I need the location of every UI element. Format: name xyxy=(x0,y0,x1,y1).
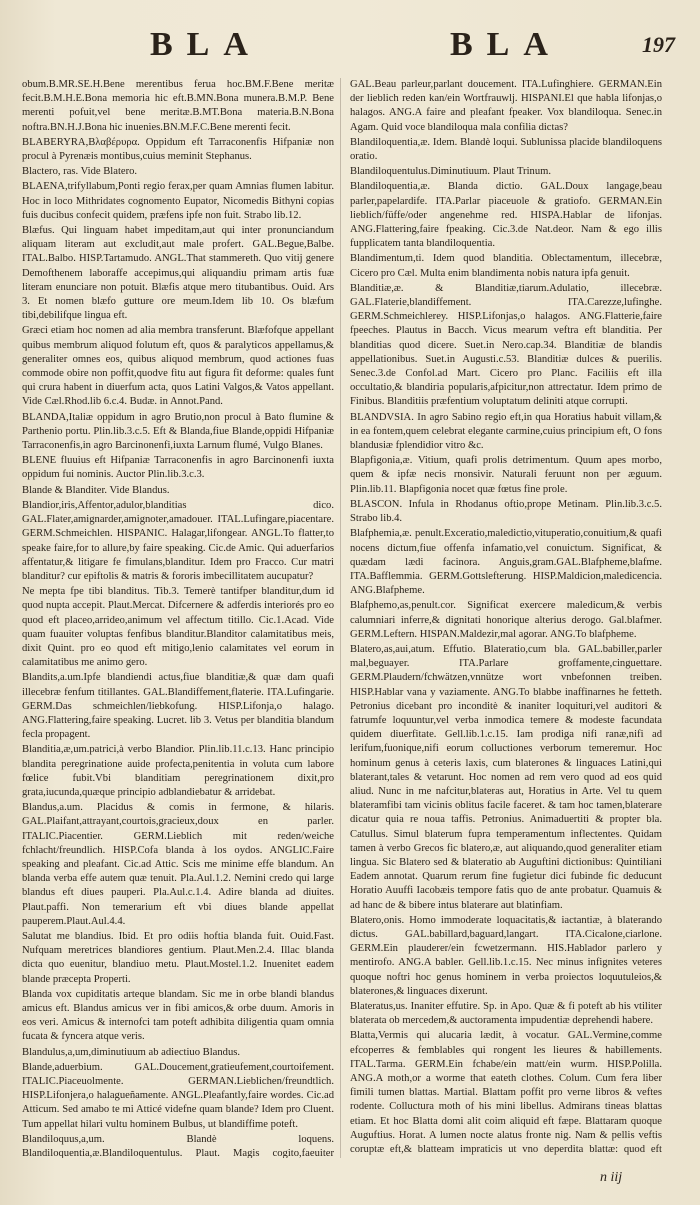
dictionary-entry: BLANDVSIA. In agro Sabino regio eft,in qua Horatius habuit villam,& in ea fontem,quem celebrat elegante carmine,cuius principium eft, O fons blandusiæ fplendidior vitro &c. xyxy=(350,411,662,452)
left-column xyxy=(22,78,334,1158)
dictionary-entry: Blanditiæ,æ. & Blanditiæ,tiarum.Adulatio, illecebræ. GAL.Flaterie,blandiffement. ITA.Carezze,lufinghe. GERM.Schmeichlerey. HISP.Lifonjas,o halagos. ANG.Flatterie,faire fpeeches. Plautus in Bacch. Vicus mearum veftra eft blanditia. Per blanditias quod dicere. Suet.in Nero.cap.34. Blanditiæ de blandis appellationibus. Suet.in Augusti.c.53. Blanditiæ dulces & puerilis. Senec.3.de Confol.ad Mart. Cicero pro Planc. Faciliis eft illa occultatio,& blandiria popularis,afpicitur,non attrectatur. Idem primo de Finibus. Blanditiis præfentium voluptatum deliniti atque corrupti. xyxy=(350,282,662,408)
dictionary-entry: GAL.Beau parleur,parlant doucement. ITA.Lufinghiere. GERMAN.Ein der lieblich reden kan/ein Wortfrauwlj. HISPANI.El que habla lifonjas,o halagos. ANG.A faire and pleafant fpeaker. Vox blandiloqua. Senec.in Agam. Quid voce blandiloqua mala confilia dictas? xyxy=(350,79,662,133)
dictionary-entry: Blatero,as,aui,atum. Effutio. Blateratio,cum bla. GAL.babiller,parler mal,beguayer. ITA.Parlare groffamente,cinguettare. GERM.Plaudern/fchwätzen,vnnütze wort vnbefonnen treiben. HISP.Hablar vana y vaziamente. ANG.To blabbe inaffinarnes he fetteth. Petronius dicebant pro inconditè & inaniter loquituri,vel auditori & fatrumfe loquuntur,vel verba inmodica temere & modeste facundata quidem diuerfitate. Gell.lib.1.c.15. Iam prodiga nifi ranæ,nifi ad lerifum,fuonique,nifi eorum colluctiones verborum temeremur. Hoc hominum genus à ceteris laxis, cum blaterones & linguaces Latini,qui blaterant,tales & vetarunt. Hoc nomen ad rem vero quod ad eos quid aliud. Nunc in me nafcitur,blateras aut, Horatius in Arte. Vel tu quem blateramfibi tam vicinis oblitus facile faceret. & tam hoc tamen,blaterare dicatur quia re noua taffis. Petronius. Animaduertiti & propter bla. Catullus. Simul blaterum fupra temperamentum inflectentes. Quidam tamen à verbo Grecos fic blatero,æ, aut aliquando,quod generaliter etiam lingua. Sic Blatero sed & blateratio ab Auguftini dictionibus: Quintiliani Eadem annotat. Quarum rerum fine fugietur dici fubinde fic deducunt Horatio Auuffi Iacobæis tempore fatis quo de ante probatur. Quamuis & ad hanc de & bibere intus blaterare aut blatinfiam. xyxy=(350,643,662,911)
dictionary-entry: BLENE fluuius eft Hifpaniæ Tarraconenfis in agro Barcinonenfi iuxta oppidum fui nominis. Auctor Plin.lib.3.c.3. xyxy=(22,455,334,481)
dictionary-entry: Blandiloquentia,æ. Blanda dictio. GAL.Doux langage,beau parler,papelardife. ITA.Parlar piaceuole & gratiofo. GERMAN.Ein lieblich/füffe/oder angenehme red. HISPA.Hablar de lifonjas. ANG.Flattering,faire fpeaking. Cic.3.de Nat.deor. Nam & ego illis fupplicatem tanta blandiloquentia. xyxy=(350,181,662,250)
dictionary-entry: Blandus,a.um. Placidus & comis in fermone, & hilaris. GAL.Plaifant,attrayant,courtois,gracieux,doux en parler. ITALIC.Piacentier. GERM.Lieblich mit reden/weiche fchlacht/freundlich. HISP.Cofa blanda à los oydos. ANGLIC.Faire speaking and pleafant. Cic.ad Attic. Scis me minime effe blandum. An blanda verba effe autem quæ tenuit. Pla.Aul.1.2. Nemini credo qui large blandus eft diues pauperi. Pla.Aul.c.1.4. Adire blanda ad diuites. Plaut.paffi. Non temerarium eft vbi diues blande appellat pauperem.Plaut.Aul.4.4. xyxy=(22,802,334,927)
dictionary-entry: Blandimentum,ti. Idem quod blanditia. Oblectamentum, illecebræ, Cicero pro Cæl. Multa enim blandimenta nobis natura ipfa genuit. xyxy=(350,253,662,279)
right-column xyxy=(350,78,662,1158)
dictionary-entry: BLAENA,trifyllabum,Ponti regio ferax,per quam Amnias flumen labitur. Hoc in loco Mithridates cognomento Eupator, Nicomedis Bithyni copias fuis ducibus confecit quidem, præfens ipfe non fuit. Strabo lib.12. xyxy=(22,181,334,221)
dictionary-entry: Blandits,a.um.Ipfe blandiendi actus,fiue blanditiæ,& quæ dam quafi illecebræ fenfum titillantes. GAL.Blandiffement,flaterie. ITA.Lufingarie. GERM.Das schmeichlen/liebkofung. HISP.Lifonja,o halago. ANG.Flattering,faire speaking. Lucret. lib 3. Vetus per blanditia blandum fecla propagent. xyxy=(22,672,334,741)
dictionary-entry: Blande,aduerbium. GAL.Doucement,gratieufement,courtoifement. ITALIC.Piaceuolmente. GERMAN.Lieblichen/freundtlich. HISP.Lifonjera,o halagueñamente. ANGL.Pleafantly,faire wordes. Cic.ad Atticum. Sed amabo te mi Atticé videfne quam blande? Idem pro Cluent. Tum appellat hilari vultu hominem Bulbus, ut blandiffime poteft. xyxy=(22,1061,334,1130)
dictionary-entry: Blafphemo,as,penult.cor. Significat exercere maledicum,& verbis calumniari inferre,& dignitati honorique alterius derogo. Gal.blafmer. GERM.Leftern. HISPAN.Maldezir,mal agorar. ANG.To blafpheme. xyxy=(350,600,662,640)
right-heading: BLA xyxy=(450,26,562,63)
dictionary-entry: BLASCON. Infula in Rhodanus oftio,prope Metinam. Plin.lib.3.c.5. Strabo lib.4. xyxy=(350,498,662,525)
page-number: 197 xyxy=(642,32,675,57)
dictionary-entry: Blandiloquus,a,um. Blandè loquens. Blandiloquentia,æ.Blandiloquentulus. Plaut. Magis cogito,faeuiter xyxy=(22,1133,334,1158)
dictionary-entry: Blanditia,æ,um.patrici,à verbo Blandior. Plin.lib.11.c.13. Hanc principio blandita peregrinatione auide profecta,penitentia in voluta cum labore fœlice fubit.Vbi blanditiam peregrinationem dixit,pro grata,iucunda,quæque principio adblandiebatur & arridebat. xyxy=(22,744,334,798)
dictionary-entry: Blanda vox cupiditatis arteque blandam. Sic me in orbe blandi blandus amicus eft. Blandus amicus ver in fibi amicos,& orbe duum. Amoris in eos veri. Amicus & internofci tam poteft adhibita diligentia quam omnia fucata & fyncera atque veris. xyxy=(22,988,334,1043)
dictionary-entry: Blapfigonia,æ. Vitium, quafi prolis detrimentum. Quum apes morbo, quem & ipfæ necis rnonsivir. Naturali feruunt non per æguum. Plin.lib.11. Blapfigonia nocet quæ fœtus fine prole. xyxy=(350,455,662,495)
dictionary-entry: BLANDA,Italiæ oppidum in agro Brutio,non procul à Bato flumine & Parthenio portu. Plin.lib.3.c.5. Eft & Blanda,fiue Blande,oppidi Hifpaniæ Tarraconenfis,in agro Barcinonenfi,iuxta Larnum flumé, Vulgo Blanes. xyxy=(22,411,334,452)
dictionary-entry: Salutat me blandius. Ibid. Et pro odiis hoftia blanda fuit. Ouid.Fast. Nufquam meretrices blandiores gentium. Plaut.Men.2.4. Illac blanda dicta quo euenitur, blandiuo metu. Plaut.Mostel.1.2. Inuenitet eadem blande præcepta Properti. xyxy=(22,930,334,985)
dictionary-entry: Blactero, ras. Vide Blatero. xyxy=(22,166,138,178)
dictionary-entry: obum.B.MR.SE.H.Bene merentibus ferua hoc.BM.F.Bene meritæ fecit.B.M.H.E.Bona memoria hic eft.B.MN.Bona munera.B.M.P. Bene merenti pofuit,vel bene meritæ.B.MT.Bona materia.B.N.Bona noftra.BN.H.J.Bona hic inuenies.BN.M.F.C.Bene merenti fecit. xyxy=(22,79,334,133)
dictionary-entry: BLABERYRA,Βλαβέρυρα. Oppidum eft Tarraconenfis Hifpaniæ non procul à Pyrenæis montibus,cuius meminit Stephanus. xyxy=(22,136,334,163)
dictionary-entry: Blatero,onis. Homo immoderate loquacitatis,& iactantiæ, à blaterando dictus. GAL.babillard,baguard,langart. ITA.Cicalone,ciarlone. GERM.Ein plauderer/ein fcwetzermann. HIS.Hablador parlero y mentirofo. ANG.A babler. Gell.lib.1.c.15. Nec minus infignites veteres quoque noftri hoc genus hominem in verba proiectos loquutuleios,& blaterones,& linguaces dixerunt. xyxy=(350,914,662,997)
dictionary-entry: Blæfus. Qui linguam habet impeditam,aut qui inter pronunciandum aliquam literam aut excludit,aut male profert. GAL.Begue,Balbe. ITAL.Balbo. HISP.Tartamudo. ANGL.That stammereth. Quo vitij genere Demofthenem laboraffe accepimus,qui aliquandiu primam artis fuæ literam enunciare non potuit. Blæfis atque mero titubantibus. Ouid. Ars 3. Et nomen blæfo gutture ore meum.Idem lib 10. Os blæfum tibi,debilifque lingua eft. xyxy=(22,225,334,322)
signature-mark: n iij xyxy=(600,1170,623,1185)
running-head xyxy=(0,8,700,68)
dictionary-entry: Blateratus,us. Inaniter effutire. Sp. in Apo. Quæ & fi poteft ab his vtiliter blaterata ob mercedem,& auctoramenta impudentiæ deprehendi habere. xyxy=(350,1001,662,1027)
dictionary-entry: Blafphemia,æ. penult.Exceratio,maledictio,vituperatio,conuitium,& quafi nocens dictum,fiue offenfa infamatio,vel conuictum. Significat, & quædam lædi facinora. Anguis,gram.GAL.Blafpheme,blafme. ITA.Bafflemmia. GERM.Gottslefterung. HISP.Maldicion,maledicencia. ANG.Blafpheme. xyxy=(350,528,662,597)
dictionary-entry: Blandiloquentia,æ. Idem. Blandè loqui. Sublunissa placide blandiloquens oratio. xyxy=(350,136,662,163)
dictionary-entry: Græci etiam hoc nomen ad alia membra transferunt. Blæfofque appellant quibus membrum aliquod folutum eft, quos & paralyticos appellamus,& generaliter omnes eos, quibus aliquod membrum, quod actiones fuas commode obire non poffit,quodve fitu aut figura fit deforme: quales funt qui crura habent in diuerfum acta, quos Latini Valgos,& Vatos appellant. Vide Cæl.Rhod.lib 6.c.4. Budæ. in Annot.Pand. xyxy=(22,325,334,408)
left-heading: BLA xyxy=(150,26,262,63)
column-rule xyxy=(340,78,341,1158)
dictionary-entry: Blandiloquentulus.Diminutiuum. Plaut Trinum. xyxy=(350,166,552,178)
dictionary-entry: Blatta,Vermis qui alucaria lædit, à vocatur. GAL.Vermine,comme efcoperres & femblables qui rongent les lieures & habillements. ITAL.Tarma. GERM.Ein fchabe/ein matt/ein wurm. HISP.Polilla. ANG.A moth,or a worme that eateth clothes. Colum. Cum fera liber fimili tumen blattas. Martial. Blattam poffit pro verne libros & veftes rodente. Colluctura moth of his mini libellus. Admirans tineas blattas etiam. Et hoc Blatta domi alit coim aliquid eft fæpe. Blattaram quoque Auguftius. Horat. A lumen nocte alatus fronte nig. Nam & pellis veftis coruptæ eft,& blatteam impraticis ut vno deperdita blattæ: quod eft xyxy=(350,1030,662,1156)
dictionary-entry: Ne mepta fpe tibi blanditus. Tib.3. Temerè tantifper blanditur,dum id quod nupta accepit. Plaut.Mercat. Difcernere & adferdis interiorés pro eo quod eft placeo,arrideo,animum vel affectum titillo. Cic.1.Acad. Vide quam fuauiter voluptas fenfibus blanditur.Blanditor calamitatibus meis, dixit Quint. pro eo quod eft mitigo,lenio calamitates vel eorum in calamitatibus me animo gero. xyxy=(22,586,334,669)
dictionary-entry: Blandior,iris,Affentor,adulor,blanditias dico. GAL.Flater,amignarder,amignoter,amadouer. ITAL.Lufingare,piacentare. GERM.Schmeichlen. HISPANIC. Halagar,lifongear. ANGL.To flatter,to speake faire,for to allure,by faire speaking. Cic.de Amic. Qui aduerfarios affentatur,& litigare fe fimulans,blanditur. Idem pro Fracco. Cur matri blanditur? cur epiftolis & matris & fororis imbecillitatem aucupatur? xyxy=(22,499,334,582)
dictionary-entry: Blandulus,a,um,diminutiuum ab adiectiuo Blandus. xyxy=(22,1046,241,1058)
dictionary-entry: Blande & Blanditer. Vide Blandus. xyxy=(22,484,170,496)
